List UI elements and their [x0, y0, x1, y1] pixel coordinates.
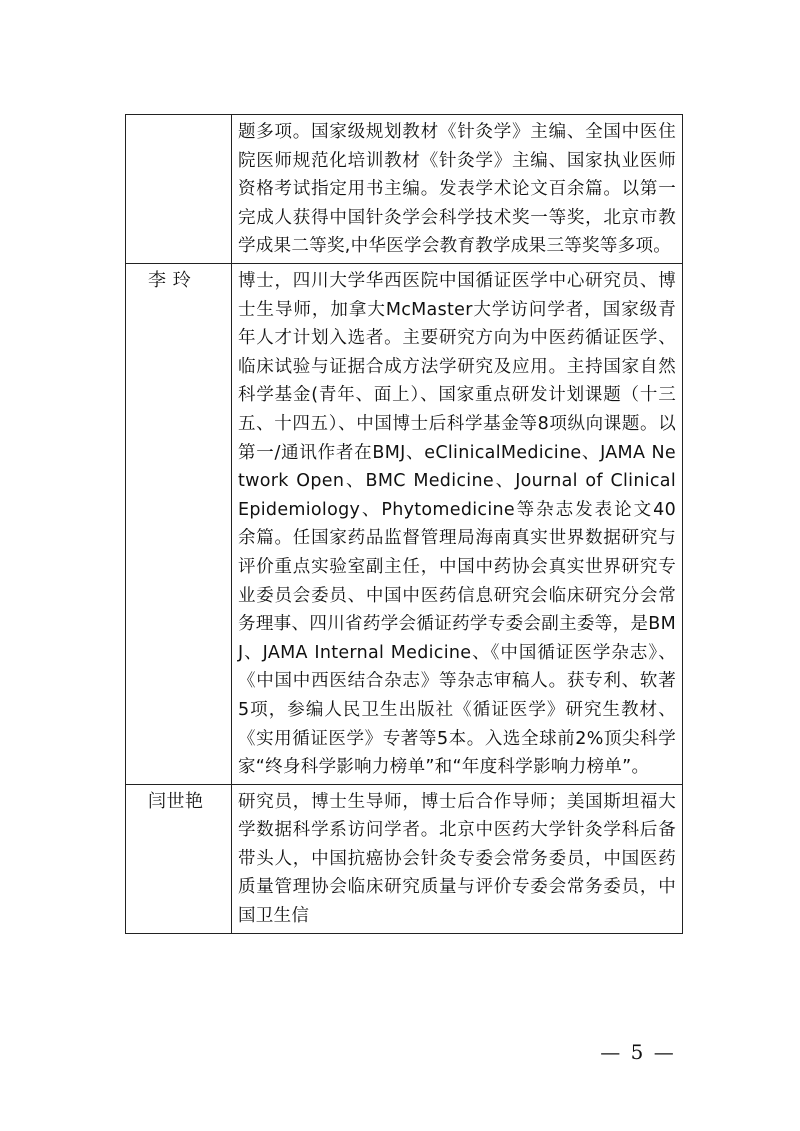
person-name: 李 玲 — [148, 270, 192, 291]
name-cell — [126, 264, 232, 785]
bio-cell — [232, 115, 683, 264]
name-cell — [126, 115, 232, 264]
table-row — [126, 264, 683, 785]
bio-cell — [232, 784, 683, 933]
name-cell — [126, 784, 232, 933]
page-number: — 5 — — [600, 1040, 676, 1064]
person-name — [126, 115, 231, 121]
table-row — [126, 784, 683, 933]
person-name: 闫世艳 — [148, 790, 204, 812]
biography-table — [125, 114, 683, 934]
bio-text: 题多项。国家级规划教材《针灸学》主编、全国中医住院医师规范化培训教材《针灸学》主编、国家执业医师资格考试指定用书主编。发表学术论文百余篇。以第一完成人获得中国针灸学会科学技术奖一等奖，北京市教学成果二等奖,中华医学会教育教学成果三等奖等多项。 — [238, 122, 676, 257]
bio-cell — [232, 264, 683, 785]
bio-text: 研究员，博士生导师，博士后合作导师；美国斯坦福大学数据科学系访问学者。北京中医药大学针灸学科后备带头人，中国抗癌协会针灸专委会常务委员，中国医药质量管理协会临床研究质量与评价专委会常务委员，中国卫生信 — [238, 791, 676, 927]
bio-text: 博士，四川大学华西医院中国循证医学中心研究员、博士生导师，加拿大McMaster大学访问学者，国家级青年人才计划入选者。主要研究方向为中医药循证医学、临床试验与证据合成方法学研究及应用。主持国家自然科学基金(青年、面上）、国家重点研发计划课题（十三五、十四五）、中国博士后科学基金等8项纵向课题。以第一/通讯作者在BMJ、eClinicalMedicine、JAMA Network Open、BMC Medicine、Journal of Clinical Epidemiology、Phytomedicine等杂志发表论文40余篇。任国家药品监督管理局海南真实世界数据研究与评价重点实验室副主任，中国中药协会真实世界研究专业委员会委员、中国中医药信息研究会临床研究分会常务理事、四川省药学会循证药学专委会副主委等，是BMJ、JAMA Internal Medicine、《中国循证医学杂志》、《中国中西医结合杂志》等杂志审稿人。获专利、软著5项，参编人民卫生出版社《循证医学》研究生教材、《实用循证医学》专著等5本。入选全球前2%顶尖科学家“终身科学影响力榜单”和“年度科学影响力榜单”。 — [238, 271, 676, 778]
table-row — [126, 115, 683, 264]
